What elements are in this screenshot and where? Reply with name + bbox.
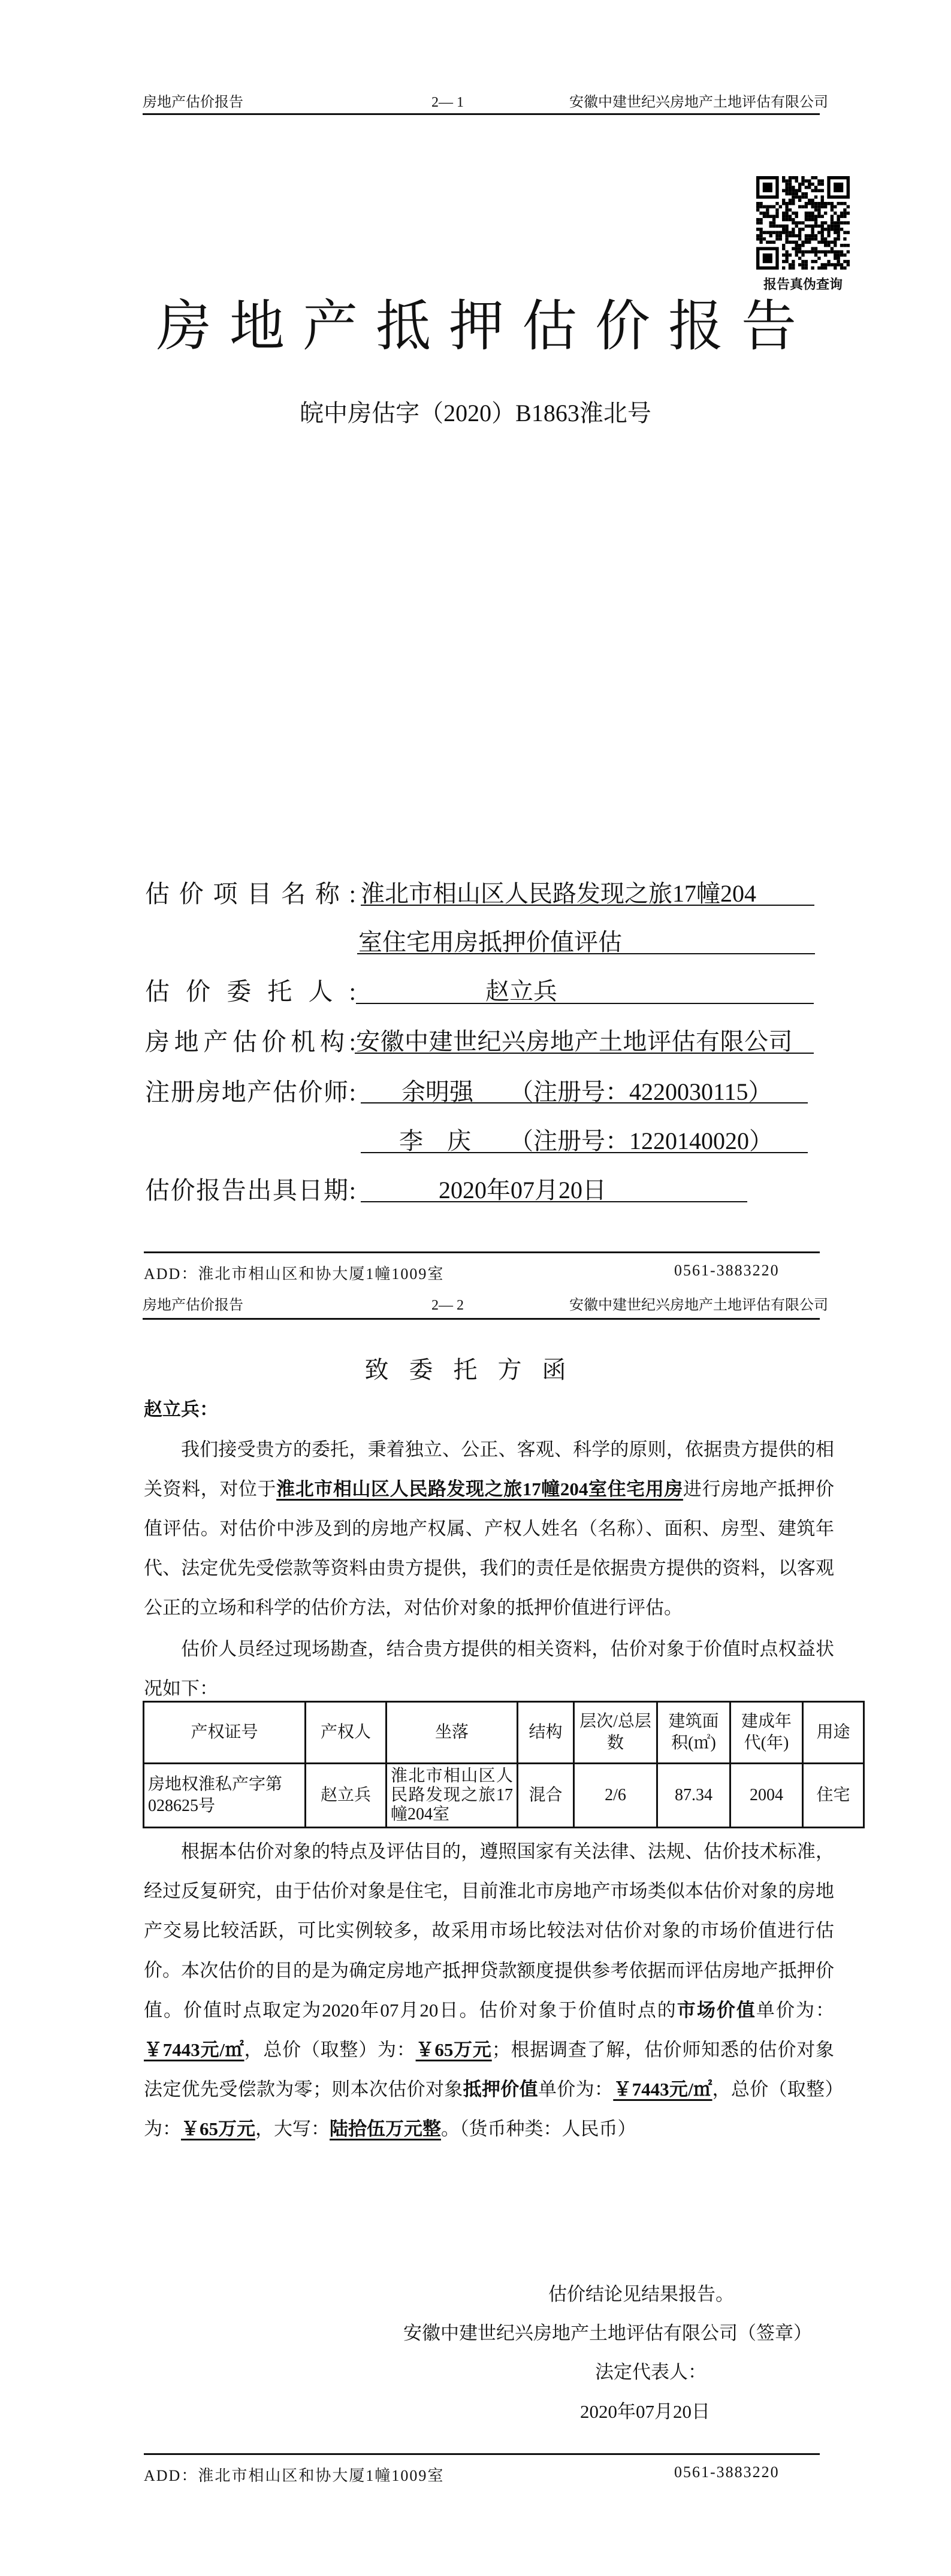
header-right: 安徽中建世纪兴房地产土地评估有限公司 (569, 1298, 828, 1313)
letter-title: 致委托方函 (364, 1356, 587, 1383)
footer-address: ADD：淮北市相山区和协大厦1幢1009室 (144, 2467, 445, 2484)
header-right: 安徽中建世纪兴房地产土地评估有限公司 (569, 95, 828, 110)
appraiser-2-reg: （注册号：1220140020） (509, 1127, 773, 1154)
header-left: 房地产估价报告 (143, 95, 243, 110)
property-address: 淮北市相山区人民路发现之旅17幢204室住宅用房 (276, 1479, 683, 1499)
th-structure: 结构 (518, 1702, 574, 1764)
closing-conclusion: 估价结论见结果报告。 (548, 2284, 734, 2305)
underline (356, 1003, 814, 1004)
paragraph-1 (144, 1430, 834, 1628)
text: ；根据调查了解，估价师知悉的估价对象法定优先受偿款为零；则本次估价对象 (144, 2039, 835, 2100)
cell-year: 2004 (730, 1764, 803, 1828)
th-usage: 用途 (803, 1702, 864, 1764)
report-title: 房地产抵押估价报告 (156, 296, 814, 357)
text: 单价为： (756, 2000, 835, 2021)
cell-location: 淮北市相山区人民路发现之旅17幢204室 (387, 1764, 518, 1828)
table-row (144, 1764, 864, 1828)
header-rule (143, 113, 820, 115)
project-name-line1: 淮北市相山区人民路发现之旅17幢204 (361, 880, 756, 907)
mortgage-value-label: 抵押价值 (463, 2079, 538, 2100)
paragraph-4 (144, 1951, 834, 2149)
footer-rule (144, 1251, 820, 1253)
underline (361, 1201, 747, 1202)
report-number: 皖中房估字（2020）B1863淮北号 (300, 400, 651, 427)
closing-company: 安徽中建世纪兴房地产土地评估有限公司（签章） (403, 2323, 812, 2344)
closing-date: 2020年07月20日 (580, 2401, 710, 2422)
mortgage-unit-price: ￥7443元/㎡ (613, 2079, 713, 2100)
th-cert-no: 产权证号 (144, 1702, 306, 1764)
text: ，总价（取整）为： (244, 2039, 416, 2060)
closing-legal-rep: 法定代表人： (595, 2362, 707, 2383)
paragraph-3: 根据本估价对象的特点及评估目的，遵照国家有关法律、法规、估价技术标准，经过反复研究，由于估价对象是住宅，目前淮北市房地产市场类似本估价对象的房地产交易比较活跃，可比实例较多，故采用市场比较法对估价对象的市场价值进行估价。 (144, 1841, 834, 1981)
cell-area: 87.34 (657, 1764, 730, 1828)
underline (361, 905, 814, 906)
property-table (143, 1701, 865, 1828)
text: 进行房地产抵押价值评估。对估价中涉及到的房地产权属、产权人姓名（名称）、面积、房型、建筑年代、法定优先受偿款等资料由贵方提供，我们的责任是依据贵方提供的资料，以客观公正的立场和科学的估价方法，对估价对象的抵押价值进行评估。 (144, 1479, 835, 1618)
agency-label: 房地产估价机构: (145, 1028, 356, 1056)
header-left: 房地产估价报告 (143, 1298, 243, 1313)
underline (357, 953, 815, 954)
footer-phone: 0561-3883220 (674, 1262, 780, 1279)
text: ，大写： (255, 2118, 330, 2139)
footer-rule (144, 2453, 820, 2455)
cell-floor: 2/6 (574, 1764, 657, 1828)
th-floor: 层次/总层数 (574, 1702, 657, 1764)
th-area: 建筑面积(㎡) (657, 1702, 730, 1764)
footer-phone: 0561-3883220 (674, 2463, 780, 2481)
cell-usage: 住宅 (803, 1764, 864, 1828)
paragraph-2: 估价人员经过现场勘查，结合贵方提供的相关资料，估价对象于价值时点权益状况如下： (144, 1638, 834, 1699)
th-location: 坐落 (387, 1702, 518, 1764)
page-number: 2— 2 (431, 1298, 464, 1313)
market-unit-price: ￥7443元/㎡ (144, 2039, 244, 2060)
qr-caption: 报告真伪查询 (763, 277, 843, 292)
underline (355, 1053, 814, 1054)
cell-cert-no: 房地权淮私产字第028625号 (144, 1764, 306, 1828)
appraiser-label: 注册房地产估价师: (145, 1078, 356, 1106)
appraiser-1-reg: （注册号：4220030115） (509, 1078, 772, 1105)
underline (361, 1102, 808, 1103)
footer-address: ADD：淮北市相山区和协大厦1幢1009室 (144, 1265, 445, 1283)
date-label: 估价报告出具日期: (145, 1177, 356, 1204)
underline (361, 1152, 808, 1153)
project-label: 估价项目名称: (145, 880, 356, 908)
salutation: 赵立兵： (144, 1399, 218, 1420)
header-rule (143, 1318, 820, 1320)
text: ，总价（取整）为： (144, 2079, 835, 2139)
cell-structure: 混合 (518, 1764, 574, 1828)
client-name: 赵立兵 (485, 978, 557, 1005)
table-header-row (144, 1702, 864, 1764)
market-total-price: ￥65万元 (415, 2039, 492, 2060)
project-name-line2: 室住宅用房抵押价值评估 (358, 929, 622, 956)
text: 。（货币种类：人民币） (441, 2118, 636, 2139)
client-label: 估价委托人: (145, 978, 356, 1005)
cell-owner: 赵立兵 (306, 1764, 387, 1828)
market-value-label: 市场价值 (677, 2000, 756, 2021)
page-number: 2— 1 (431, 95, 464, 110)
th-owner: 产权人 (306, 1702, 387, 1764)
text: 单价为： (538, 2079, 614, 2100)
appraiser-1-name: 余明强 (401, 1078, 473, 1105)
qr-code-icon (756, 176, 850, 270)
report-date: 2020年07月20日 (439, 1177, 606, 1204)
appraiser-2-name: 李 庆 (399, 1127, 471, 1154)
th-year: 建成年代(年) (730, 1702, 803, 1764)
text: 本次估价的目的是为确定房地产抵押贷款额度提供参考依据而评估房地产抵押价值。价值时点取定为2020年07月20日。估价对象于价值时点的 (144, 1960, 834, 2021)
agency-name: 安徽中建世纪兴房地产土地评估有限公司 (356, 1028, 793, 1055)
mortgage-total-price: ￥65万元 (181, 2118, 255, 2139)
total-price-upper: 陆拾伍万元整 (330, 2118, 441, 2139)
text: 我们接受贵方的委托，秉着独立、公正、客观、科学的原则，依据贵方提供的相关资料，对位于 (144, 1439, 834, 1499)
